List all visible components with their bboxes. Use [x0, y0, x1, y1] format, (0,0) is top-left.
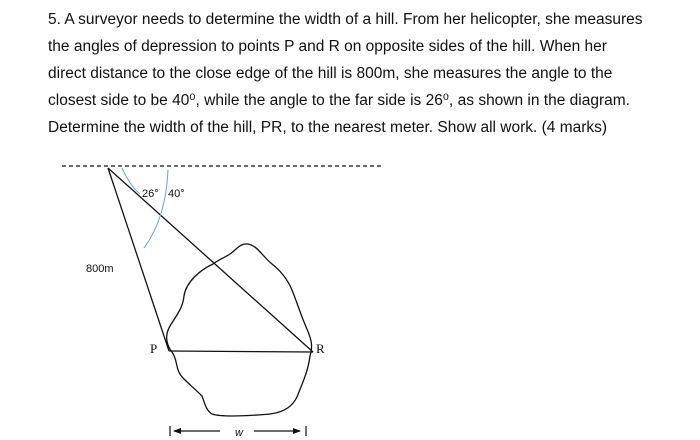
width-arrowhead-left — [173, 428, 181, 434]
distance-label-800m: 800m — [86, 263, 114, 275]
angle-label-26: 26° — [142, 188, 159, 200]
point-label-r: R — [316, 341, 325, 356]
question-line-4: closest side to be 40⁰, while the angle to the far side is 26⁰, as shown in the diagram. — [48, 92, 630, 109]
question-line-3: direct distance to the close edge of the hill is 800m, she measures the angle to the — [48, 65, 613, 82]
point-label-p: P — [150, 341, 158, 356]
hill-outline — [167, 244, 312, 416]
question-line-2: the angles of depression to points P and R on opposite sides of the hill. When her — [48, 38, 607, 55]
question-line-1: 5. A surveyor needs to determine the width of a hill. From her helicopter, she measures — [48, 11, 643, 28]
angle-arc-26 — [122, 168, 140, 194]
width-label-w: w — [235, 427, 243, 439]
question-line-5: Determine the width of the hill, PR, to the nearest meter. Show all work. (4 marks) — [48, 119, 608, 136]
angle-arc-40 — [144, 170, 168, 248]
width-arrowhead-right — [293, 428, 301, 434]
angle-label-40: 40° — [168, 188, 185, 200]
segment-pr — [169, 351, 313, 352]
